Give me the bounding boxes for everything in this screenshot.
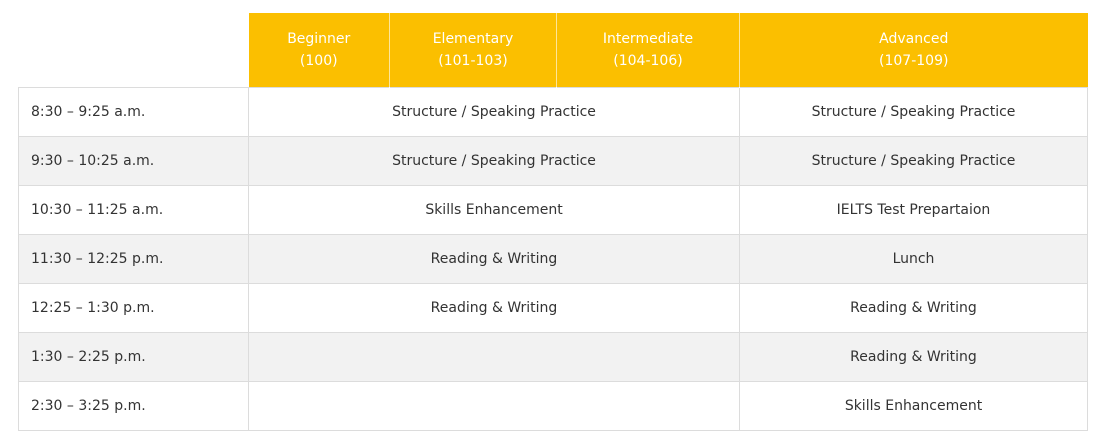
schedule-header: [19, 13, 1088, 87]
level-range: (100): [299, 52, 338, 69]
lower-levels-activity: Structure / Speaking Practice: [249, 136, 740, 185]
table-row: [19, 283, 1088, 332]
advanced-activity: Structure / Speaking Practice: [740, 87, 1088, 136]
level-name: Beginner: [287, 30, 351, 47]
class-schedule-table: [18, 13, 1088, 431]
lower-levels-activity: Reading & Writing: [249, 234, 740, 283]
advanced-activity: IELTS Test Prepartaion: [740, 185, 1088, 234]
time-slot: 2:30 – 3:25 p.m.: [19, 381, 249, 430]
level-range: (107-109): [879, 52, 949, 69]
advanced-activity: Reading & Writing: [740, 332, 1088, 381]
table-row: [19, 381, 1088, 430]
level-header-intermediate: [557, 13, 740, 87]
table-row: [19, 87, 1088, 136]
lower-levels-activity: [249, 381, 740, 430]
time-slot: 9:30 – 10:25 a.m.: [19, 136, 249, 185]
advanced-activity: Skills Enhancement: [740, 381, 1088, 430]
header-row: [19, 13, 1088, 87]
header-corner-empty: [19, 13, 249, 87]
schedule-body: [19, 87, 1088, 430]
level-header-elementary: [390, 13, 557, 87]
lower-levels-activity: Structure / Speaking Practice: [249, 87, 740, 136]
level-name: Advanced: [879, 30, 949, 47]
lower-levels-activity: [249, 332, 740, 381]
level-header-beginner: [249, 13, 390, 87]
level-header-advanced: [740, 13, 1088, 87]
advanced-activity: Structure / Speaking Practice: [740, 136, 1088, 185]
time-slot: 10:30 – 11:25 a.m.: [19, 185, 249, 234]
level-range: (101-103): [438, 52, 508, 69]
time-slot: 12:25 – 1:30 p.m.: [19, 283, 249, 332]
level-name: Intermediate: [602, 30, 694, 47]
table-row: [19, 332, 1088, 381]
table-row: [19, 185, 1088, 234]
time-slot: 11:30 – 12:25 p.m.: [19, 234, 249, 283]
lower-levels-activity: Skills Enhancement: [249, 185, 740, 234]
lower-levels-activity: Reading & Writing: [249, 283, 740, 332]
time-slot: 8:30 – 9:25 a.m.: [19, 87, 249, 136]
table-row: [19, 136, 1088, 185]
advanced-activity: Reading & Writing: [740, 283, 1088, 332]
advanced-activity: Lunch: [740, 234, 1088, 283]
level-range: (104-106): [613, 52, 683, 69]
table-row: [19, 234, 1088, 283]
level-name: Elementary: [432, 30, 514, 47]
time-slot: 1:30 – 2:25 p.m.: [19, 332, 249, 381]
